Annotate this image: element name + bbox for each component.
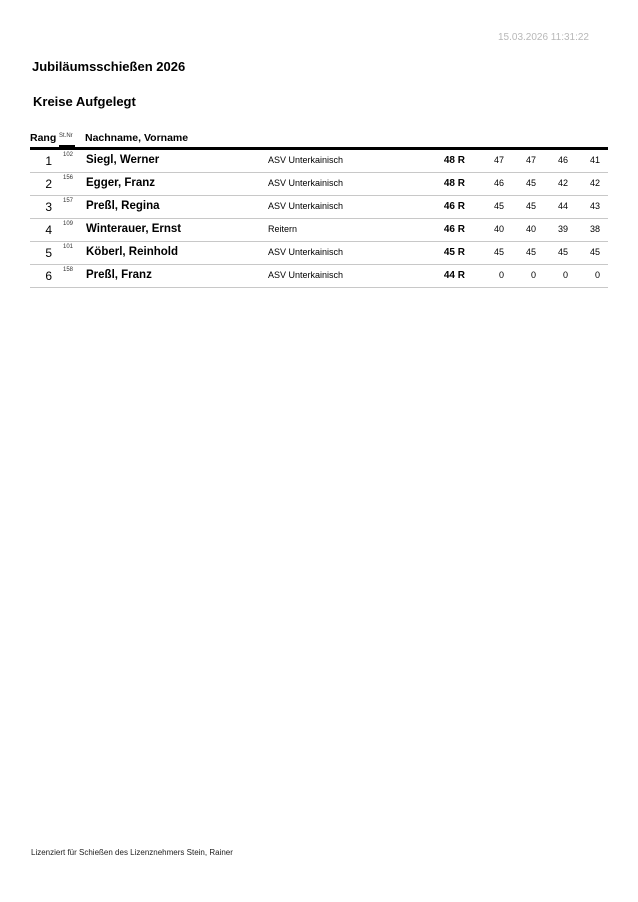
club-cell: ASV Unterkainisch [268, 270, 344, 280]
series-score-cell: 38 [589, 224, 600, 234]
series-score-cell: 45 [557, 247, 568, 257]
series-score-cell: 40 [493, 224, 504, 234]
shooter-name-cell: Preßl, Franz [86, 269, 152, 281]
shooter-name-cell: Egger, Franz [86, 177, 156, 189]
series-score-cell: 45 [589, 247, 600, 257]
table-row [30, 265, 608, 288]
total-score-cell: 46 R [443, 201, 465, 212]
column-header-rang: Rang [30, 132, 57, 144]
club-cell: Reitern [268, 224, 298, 234]
series-score-cell: 44 [557, 201, 568, 211]
discipline-title: Kreise Aufgelegt [33, 94, 136, 109]
column-header-name: Nachname, Vorname [85, 132, 189, 144]
rank-cell: 3 [45, 200, 52, 214]
event-title: Jubiläumsschießen 2026 [32, 59, 186, 74]
rank-cell: 4 [45, 223, 52, 237]
results-table-body [30, 150, 608, 288]
series-score-cell: 40 [525, 224, 536, 234]
rank-cell: 6 [45, 269, 52, 283]
start-number-cell: 158 [63, 267, 74, 273]
total-score-cell: 45 R [443, 247, 465, 258]
start-number-cell: 156 [63, 175, 74, 181]
results-table-header [30, 130, 608, 148]
rank-cell: 5 [45, 246, 52, 260]
rank-cell: 2 [45, 177, 52, 191]
start-number-cell: 102 [63, 152, 74, 158]
table-row [30, 196, 608, 219]
total-score-cell: 48 R [443, 155, 465, 166]
series-score-cell: 0 [562, 270, 568, 280]
start-number-cell: 109 [63, 221, 74, 227]
start-number-cell: 101 [63, 244, 74, 250]
print-timestamp: 15.03.2026 11:31:22 [497, 32, 589, 43]
series-score-cell: 43 [589, 201, 600, 211]
series-score-cell: 45 [493, 247, 504, 257]
club-cell: ASV Unterkainisch [268, 155, 344, 165]
series-score-cell: 0 [594, 270, 600, 280]
club-cell: ASV Unterkainisch [268, 247, 344, 257]
rank-cell: 1 [45, 154, 52, 168]
series-score-cell: 42 [557, 178, 568, 188]
table-row [30, 150, 608, 173]
series-score-cell: 45 [493, 201, 504, 211]
table-row [30, 173, 608, 196]
shooter-name-cell: Siegl, Werner [86, 154, 160, 166]
total-score-cell: 48 R [443, 178, 465, 189]
club-cell: ASV Unterkainisch [268, 201, 344, 211]
total-score-cell: 44 R [443, 270, 465, 281]
series-score-cell: 0 [530, 270, 536, 280]
series-score-cell: 45 [525, 201, 536, 211]
club-cell: ASV Unterkainisch [268, 178, 344, 188]
series-score-cell: 39 [557, 224, 568, 234]
table-row [30, 242, 608, 265]
series-score-cell: 0 [498, 270, 504, 280]
series-score-cell: 47 [525, 155, 536, 165]
shooter-name-cell: Winterauer, Ernst [86, 223, 182, 235]
series-score-cell: 47 [493, 155, 504, 165]
license-footer: Lizenziert für Schießen des Lizenznehmers Stein, Rainer [31, 848, 233, 857]
table-row [30, 219, 608, 242]
series-score-cell: 45 [525, 178, 536, 188]
series-score-cell: 41 [589, 155, 600, 165]
column-header-stnr: St.Nr [59, 133, 73, 139]
shooter-name-cell: Preßl, Regina [86, 200, 160, 212]
series-score-cell: 46 [557, 155, 568, 165]
start-number-cell: 157 [63, 198, 74, 204]
total-score-cell: 46 R [443, 224, 465, 235]
series-score-cell: 42 [589, 178, 600, 188]
series-score-cell: 45 [525, 247, 536, 257]
shooter-name-cell: Köberl, Reinhold [86, 246, 178, 258]
series-score-cell: 46 [493, 178, 504, 188]
